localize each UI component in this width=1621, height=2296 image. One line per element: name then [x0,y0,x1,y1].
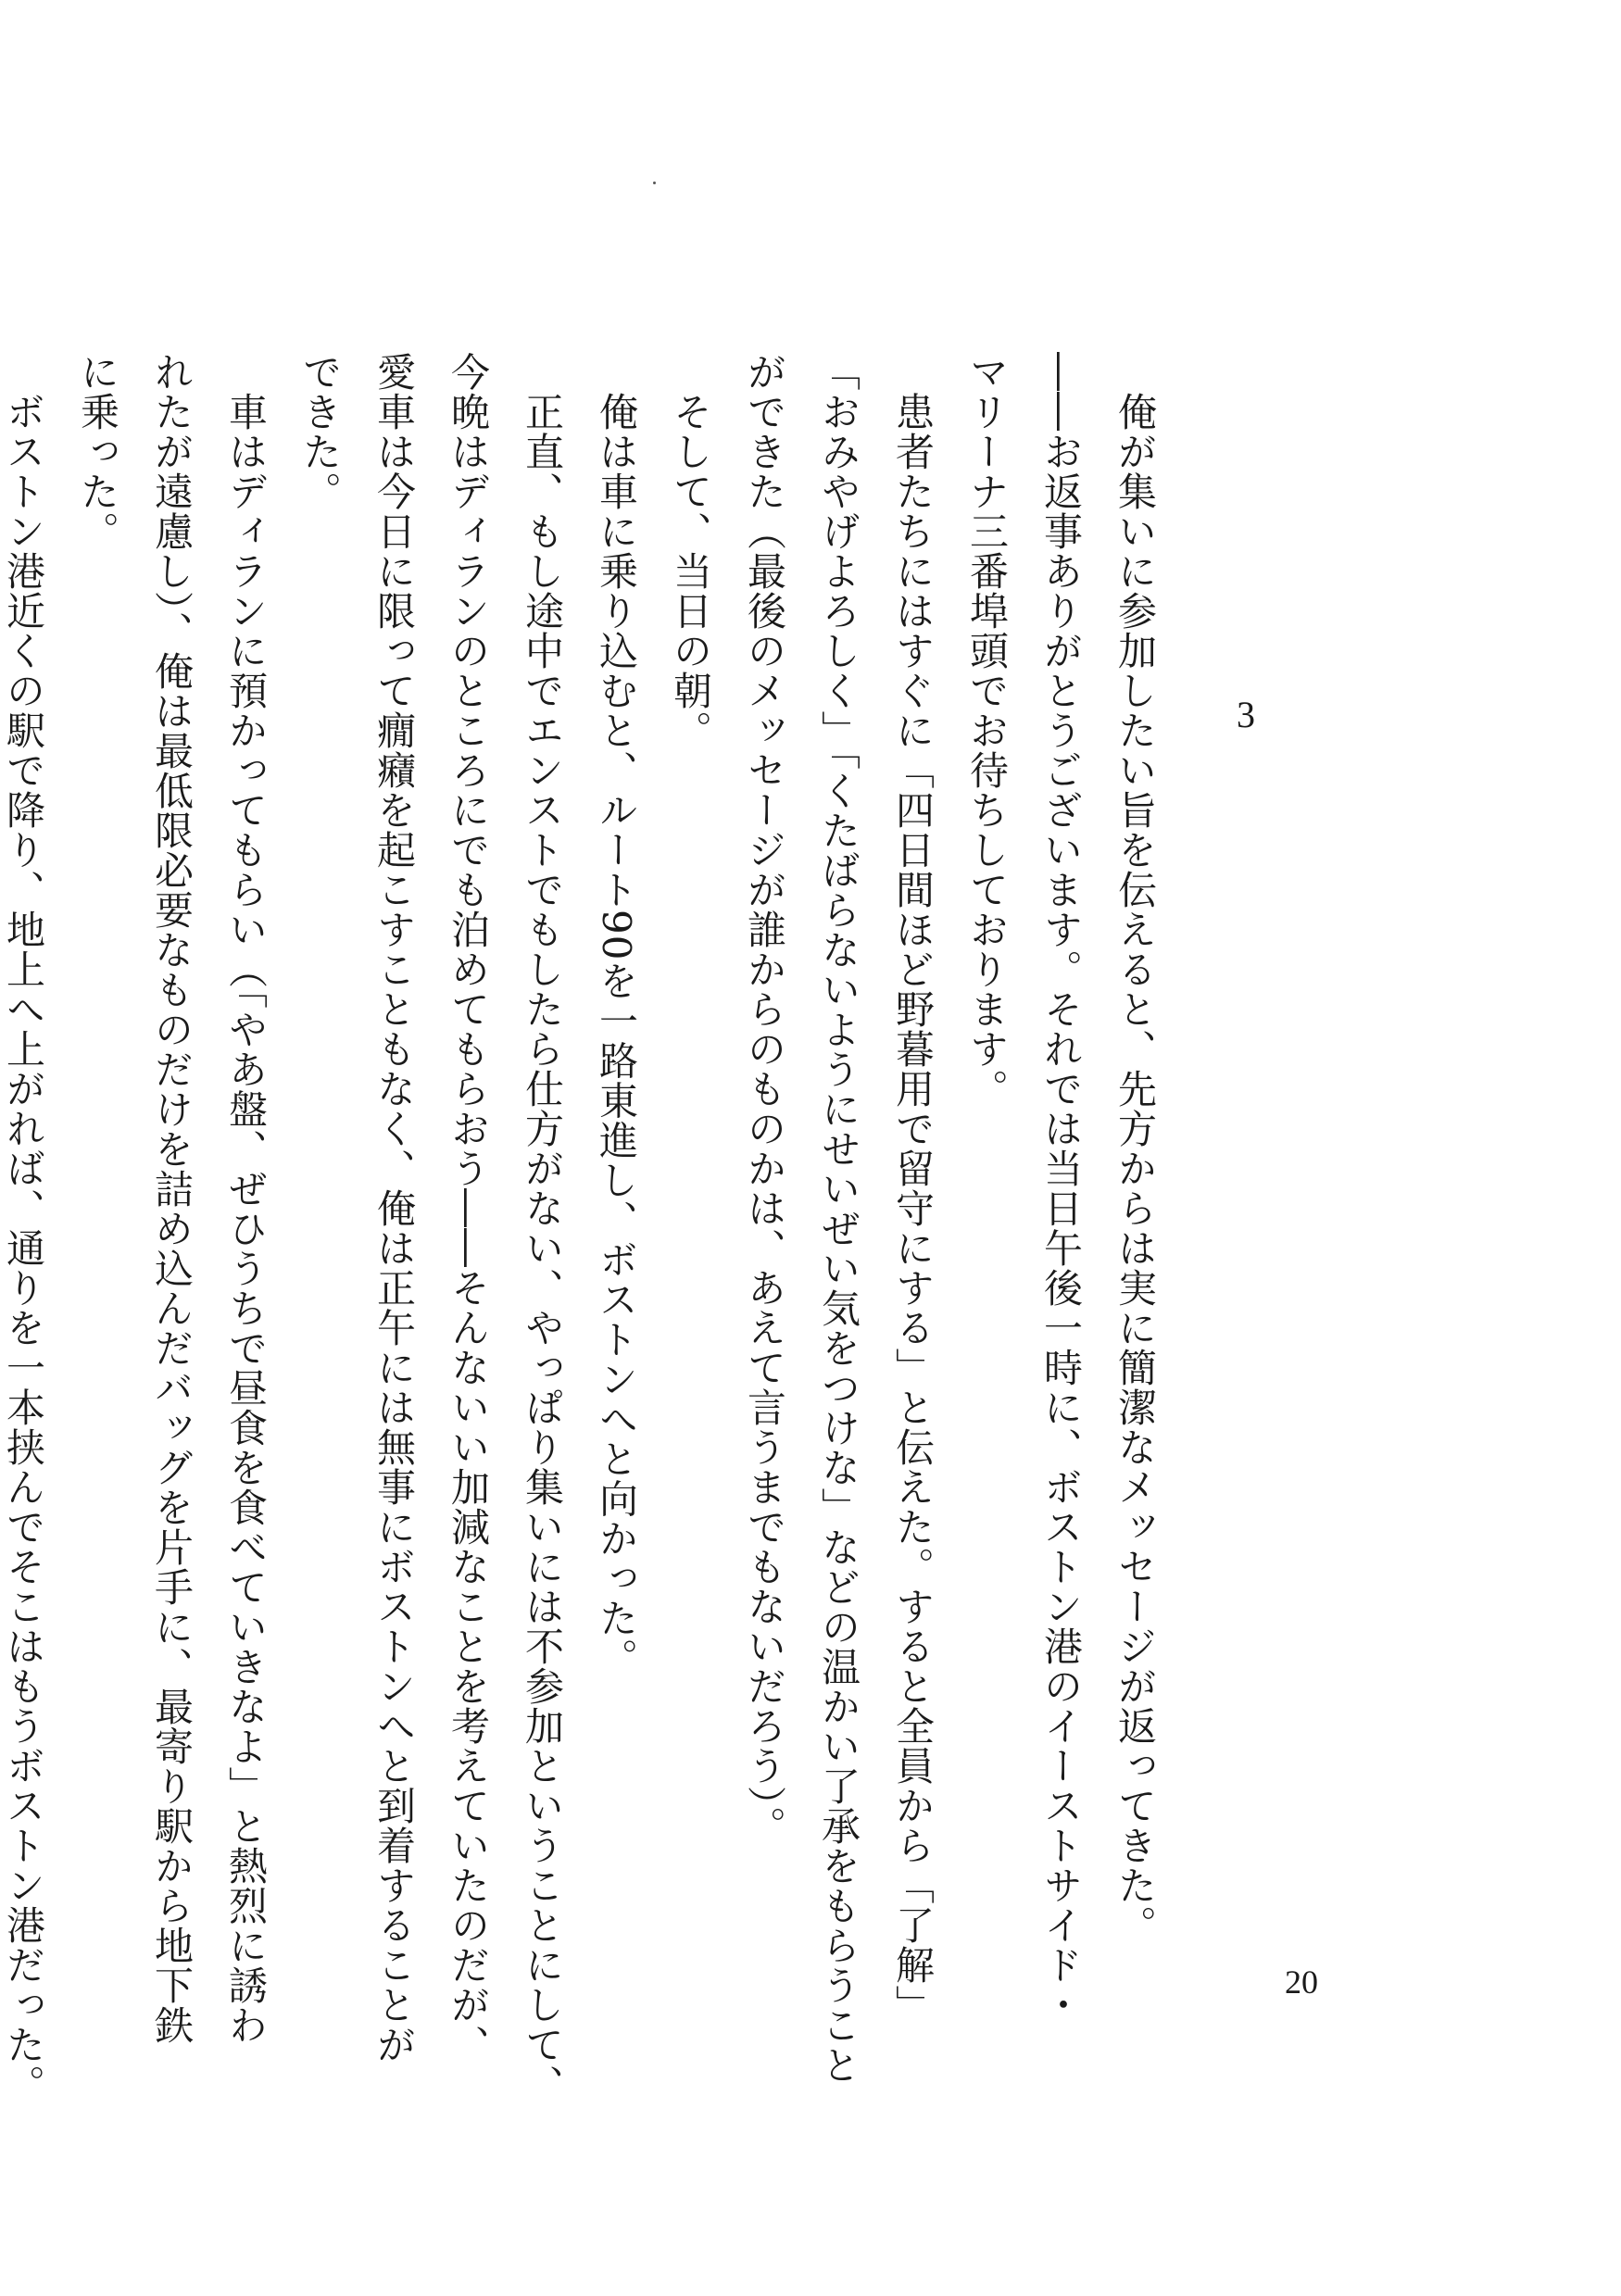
chapter-number: 3 [1237,694,1255,735]
text-line: れたが遠慮し）、俺は最低限必要なものだけを詰め込んだバッグを片手に、最寄り駅から地下鉄 [149,352,195,2045]
page-number: 20 [1285,1964,1318,2001]
scan-speck [653,182,656,184]
text-line: できた。 [297,352,343,511]
text-line: そして、当日の朝。 [668,352,713,750]
text-line: 「おみやげよろしく」「くたばらないようにせいぜい気をつけな」などの温かい了承をもらうこと [816,352,861,2085]
text-line: 俺は車に乗り込むと、ルート90を一路東進し、ボストンへと向かった。 [594,352,639,1678]
body-text [1,352,1172,2104]
text-line: マリーナ三番埠頭でお待ちしております。 [964,352,1010,1109]
text-line: 今晩はディランのところにでも泊めてもらおう――そんないい加減なことを考えていたのだが、 [446,352,491,2064]
text-line: ――お返事ありがとうございます。それでは当日午後一時に、ボストン港のイーストサイド・ [1038,352,1084,2025]
text-line: ボストン港近くの駅で降り、地上へ上がれば、通りを一本挟んでそこはもうボストン港だった。 [1,352,46,2104]
text-line: 車はディランに預かってもらい（「やあ盤、ぜひうちで昼食を食べていきなよ」と熱烈に誘わ [223,352,269,2045]
text-line: 正直、もし途中でエンストでもしたら仕方がない、やっぱり集いには不参加ということにして、 [520,352,565,2104]
text-line: 愛車は今日に限って癇癪を起こすこともなく、俺は正午には無事にボストンへと到着することが [371,352,417,2064]
text-line: に乗った。 [75,352,120,551]
text-line: ができた（最後のメッセージが誰からのものかは、あえて言うまでもないだろう）。 [742,352,787,1846]
text-line: 俺が集いに参加したい旨を伝えると、先方からは実に簡潔なメッセージが返ってきた。 [1112,352,1158,1945]
text-line: 患者たちにはすぐに「四日間ほど野暮用で留守にする」と伝えた。すると全員から「了解」 [890,352,936,2025]
